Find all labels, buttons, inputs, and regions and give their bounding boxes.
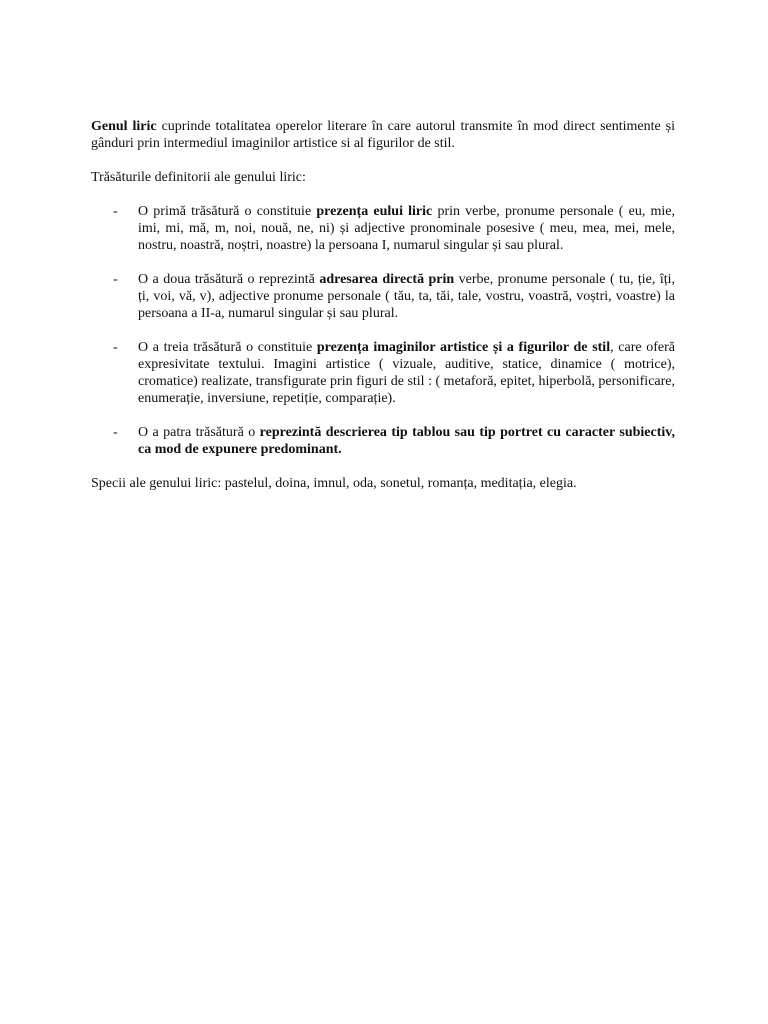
document-body [91, 118, 675, 492]
intro-term: Genul liric [91, 119, 157, 134]
feature-text: O a patra trăsătură o [138, 425, 260, 440]
feature-text: , care oferă expresivitate textului. Imagini artistice ( vizuale, auditive, statice, dinamice ( motrice), cromatice) realizate, transfigurate prin figuri de stil : ( metaforă, epitet, hiperbolă, personificare, enumerație, inversiune, repetiție, comparație). [138, 340, 675, 406]
bullet-dash: - [113, 204, 118, 219]
feature-text: verbe, pronume personale ( tu, ție, îți, ți, voi, vă, v), adjective pronume personale ( tău, ta, tăi, tale, vostru, voastră, voștri, voastre) la persoana a II-a, numarul singular și sau plural. [138, 272, 675, 321]
bullet-dash: - [113, 340, 118, 355]
feature-emphasis: prezența imaginilor artistice și a figurilor de stil [316, 340, 611, 355]
list-item [91, 339, 675, 407]
bullet-dash: - [113, 272, 118, 287]
feature-emphasis: adresarea directă prin [319, 272, 455, 287]
list-item [91, 271, 675, 322]
feature-text: O a treia trăsătură o constituie [138, 340, 317, 355]
feature-text: O a doua trăsătură o reprezintă [138, 272, 320, 287]
intro-paragraph [91, 118, 675, 152]
feature-text: prin verbe, pronume personale ( eu, mie, imi, mi, mă, m, noi, nouă, ne, ni) și adjective pronominale posesive ( meu, mea, mei, mele, nostru, noastră, noștri, noastre) la persoana I, numarul singular și sau plural. [138, 204, 676, 253]
list-item [91, 424, 675, 458]
features-list [91, 203, 675, 458]
features-heading: Trăsăturile definitorii ale genului liric: [91, 170, 306, 185]
species-paragraph: Specii ale genului liric: pastelul, doina, imnul, oda, sonetul, romanța, meditația, elegia. [91, 476, 577, 491]
intro-text: cuprinde totalitatea operelor literare în care autorul transmite în mod direct sentimente și gânduri prin intermediul imaginilor artistice si al figurilor de stil. [91, 119, 676, 151]
feature-text: O primă trăsătură o constituie [138, 204, 317, 219]
bullet-dash: - [113, 425, 118, 440]
list-item [91, 203, 675, 254]
feature-emphasis: reprezintă descrierea tip tablou sau tip portret cu caracter subiectiv, ca mod de expunere predominant. [138, 425, 675, 457]
feature-emphasis: prezența eului liric [316, 204, 433, 219]
